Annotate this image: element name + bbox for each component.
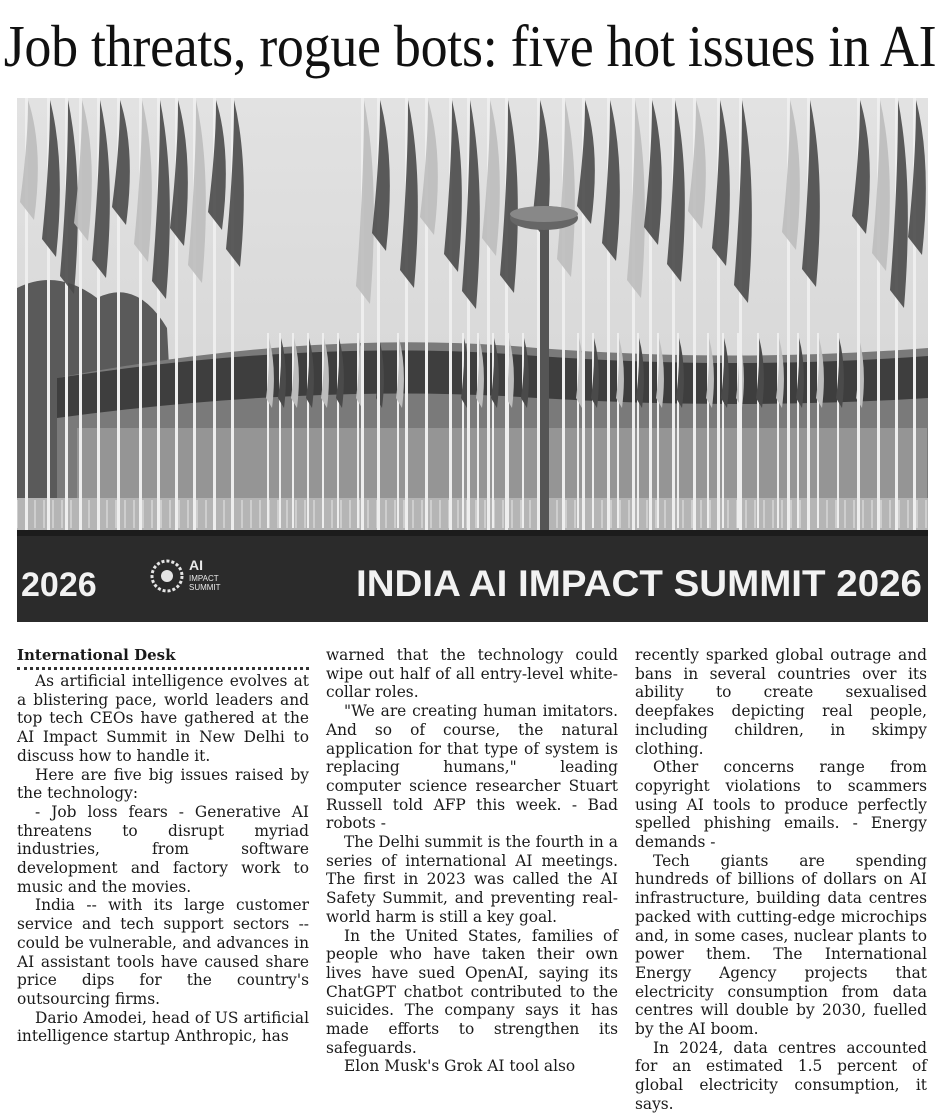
paragraph: Other concerns range from copyright violations to scammers using AI tools to produce perfectly spelled phishing emails. - Energy demands - bbox=[635, 758, 927, 852]
paragraph: The Delhi summit is the fourth in a series of international AI meetings. The first in 2023 was called the AI Safety Summit, and preventing real-world harm is still a key goal. bbox=[326, 833, 618, 926]
column-2 bbox=[326, 646, 618, 1082]
paragraph: In the United States, families of people who have taken their own lives have sued OpenAI, saying its ChatGPT chatbot contributed to the suicides. The company says it has made efforts to strengthen its safeguards. bbox=[326, 926, 618, 1057]
byline-desk: International Desk bbox=[17, 646, 309, 670]
paragraph: "We are creating human imitators. And so of course, the natural application for that type of system is replacing humans," leading computer science researcher Stuart Russell told AFP this week. - Bad robots - bbox=[326, 702, 618, 833]
column-3 bbox=[635, 646, 927, 1113]
paragraph: Tech giants are spending hundreds of billions of dollars on AI infrastructure, building data centres packed with cutting-edge microchips and, in some cases, nuclear plants to power them. The International Energy Agency projects that electricity consumption from data centres will double by 2030, fuelled by the AI boom. bbox=[635, 851, 927, 1039]
paragraph: Here are five big issues raised by the technology: bbox=[17, 765, 309, 803]
paragraph: Elon Musk's Grok AI tool also bbox=[344, 1057, 576, 1076]
paragraph: recently sparked global outrage and bans in several countries over its ability to create sexualised deepfakes depicting real people, including children, in skimpy clothing. bbox=[635, 646, 927, 758]
banner-year-left: 2026 bbox=[21, 566, 97, 604]
paragraph: India -- with its large customer service and tech support sectors -- could be vulnerable, and advances in AI assistant tools have caused share price dips for the country's outsourcing firms. bbox=[17, 896, 309, 1008]
logo-ai-text: AI bbox=[189, 557, 203, 573]
paragraph: warned that the technology could wipe out half of all entry-level white-collar roles. bbox=[326, 646, 618, 702]
paragraph: In 2024, data centres accounted for an estimated 1.5 percent of global electricity consumption, it says. bbox=[635, 1038, 927, 1113]
column-1 bbox=[17, 646, 309, 1082]
paragraph: As artificial intelligence evolves at a blistering pace, world leaders and top tech CEOs have gathered at the AI Impact Summit in New Delhi to discuss how to handle it. bbox=[17, 672, 309, 765]
logo-impact-text: IMPACT bbox=[189, 574, 219, 583]
banner-title: INDIA AI IMPACT SUMMIT 2026 bbox=[356, 563, 922, 604]
article-body bbox=[17, 646, 929, 1113]
summit-photo bbox=[17, 98, 928, 622]
paragraph: Dario Amodei, head of US artificial intelligence startup Anthropic, has bbox=[17, 1008, 309, 1046]
paragraph: - Job loss fears - Generative AI threatens to disrupt myriad industries, from software development and factory work to music and the movies. bbox=[17, 802, 309, 896]
logo-summit-text: SUMMIT bbox=[189, 583, 221, 592]
headline: Job threats, rogue bots: five hot issues in AI bbox=[3, 13, 937, 79]
